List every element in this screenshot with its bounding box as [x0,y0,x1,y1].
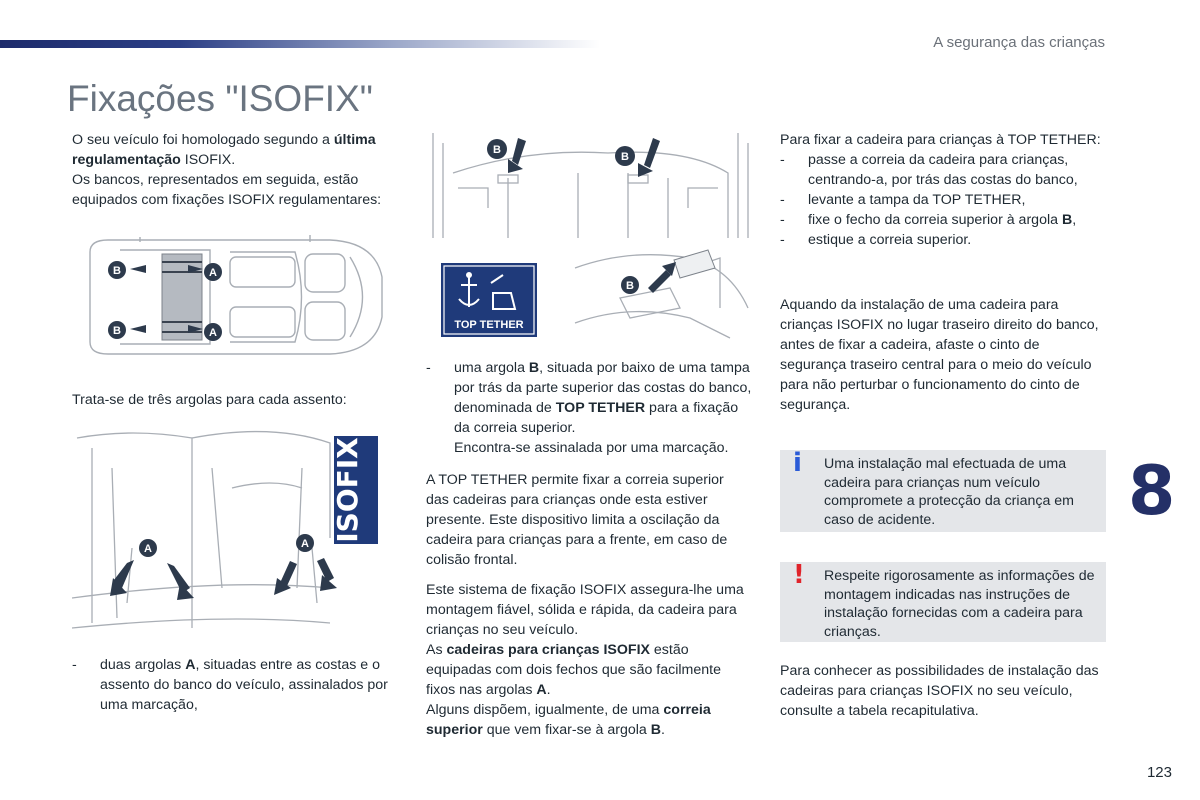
marker-a-left: A [144,543,152,555]
top-tether-paragraph: A TOP TETHER permite fixar a correia superior das cadeiras para crianças onde esta estiver presente. Este dispositivo limita a oscilação da cadeira para crianças para a frente, em caso de colisão frontal. [426,472,728,568]
top-tether-symbol [441,263,537,337]
info-note [780,450,1106,532]
page-title: Fixações "ISOFIX" [67,78,373,119]
info-icon: i [793,448,802,478]
warning-note-text: Respeite rigorosamente as informações de montagem indicadas nas instruções de instalação fornecidas com a cadeira para crianças. [824,568,1095,640]
marker-b-left: B [493,144,501,156]
chapter-number: 8 [1128,452,1176,531]
top-tether-rear-view-diagram [428,133,750,241]
header-stripe [0,40,600,48]
marker-a-bottom: A [209,327,217,339]
isofix-system-text: Este sistema de fixação ISOFIX assegura-lhe uma montagem fiável, sólida e rápida, da cadeira para crianças no seu veículo. As cadeiras para crianças ISOFIX estão equipadas com dois fechos que são facilmente fixos nas argolas A. Alguns dispõem, igualmente, de uma correia superior que vem fixar-se à argola B. [426,582,744,738]
right-seat-paragraph: Aquando da instalação de uma cadeira para crianças ISOFIX no lugar traseiro direito do banco, antes de fixar a cadeira, afaste o cinto de segurança traseiro central para o meio do veículo para não perturbar o funcionamento do cinto de segurança. [780,297,1099,413]
warning-icon: ! [793,560,805,590]
bullet-ring-b: - uma argola B, situada por baixo de uma tampa por trás da parte superior das costas do banco, denominada de TOP TETHER para a fixação da correia superior. Encontra-se assinalada por uma marcação. [426,360,752,456]
summary-table-text: Para conhecer as possibilidades de instalação das cadeiras para crianças ISOFIX no seu veículo, consulte a tabela recapitulativa. [780,663,1099,719]
marker-b-cover: B [626,280,634,292]
top-tether-cover-diagram [570,248,750,343]
marker-a-top: A [209,267,217,279]
intro-text: O seu veículo foi homologado segundo a última regulamentação ISOFIX. Os bancos, representados em seguida, estão equipados com fixações ISOFIX regulamentares: [72,132,382,208]
top-tether-steps: Para fixar a cadeira para crianças à TOP TETHER: - passe a correia da cadeira para crianças, centrando-a, por trás das costas do banco, - levante a tampa da TOP TETHER, - fixe o fecho da correia superior à argola B, - estique a correia superior. [780,132,1101,248]
info-note-text: Uma instalação mal efectuada de uma cadeira para crianças num veículo compromete a protecção da criança em caso de acidente. [824,456,1074,528]
bullet-rings-a: - duas argolas A, situadas entre as costas e o assento do banco do veículo, assinalados por uma marcação, [72,657,388,713]
marker-b-bottom: B [113,325,121,337]
marker-b-top: B [113,265,121,277]
warning-note [780,562,1106,642]
page-number: 123 [1146,764,1172,781]
marker-b-right: B [621,151,629,163]
top-tether-symbol-label: TOP TETHER [454,319,524,331]
car-top-view-diagram [80,232,390,362]
section-title: A segurança das crianças [933,34,1105,51]
marker-a-right: A [301,538,309,550]
rear-seat-anchors-diagram [72,428,382,646]
isofix-sign-label: ISOFIX [331,437,364,543]
three-rings-text: Trata-se de três argolas para cada assento: [72,392,347,408]
